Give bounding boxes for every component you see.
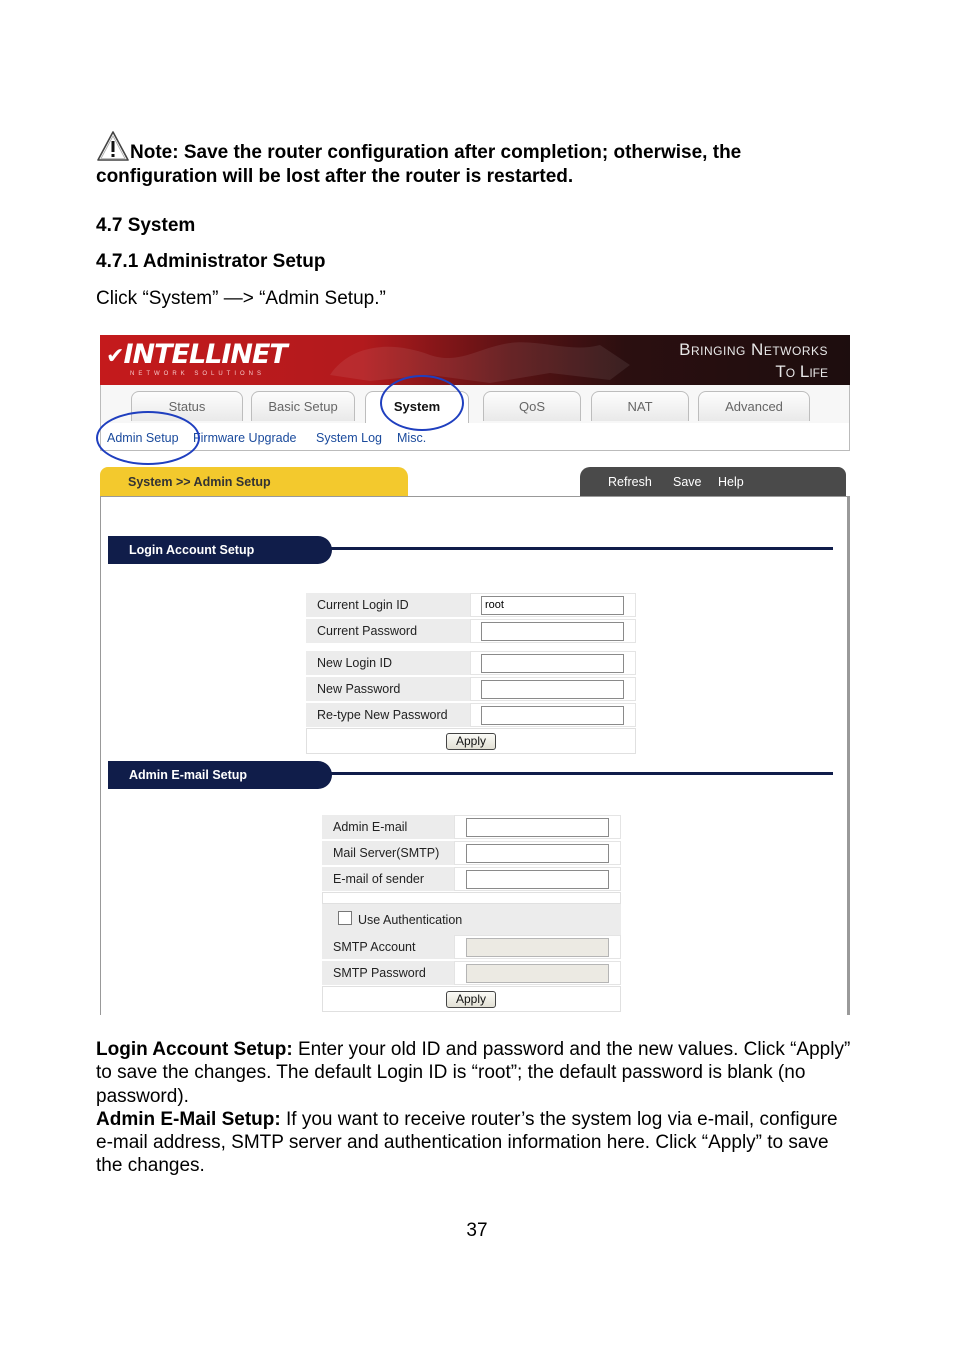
sub-navigation [100,423,850,451]
retype-password-input[interactable] [481,706,624,725]
router-banner [100,335,850,385]
tab-qos[interactable]: QoS [483,391,581,421]
tagline-line-2: To Life [775,362,828,381]
email-term: Admin E-Mail Setup: [96,1108,281,1130]
email-section-header [108,761,332,789]
subsection-heading: 4.7.1 Administrator Setup [96,251,326,272]
field-label: Current Login ID [306,593,470,617]
login-apply-button[interactable]: Apply [446,733,496,750]
page-number: 37 [466,1220,488,1241]
section-heading: 4.7 System [96,215,196,236]
logo: ✔INTELLINET [106,339,287,370]
subnav-admin-setup[interactable]: Admin Setup [107,431,179,445]
subnav-firmware-upgrade[interactable]: Firmware Upgrade [193,431,297,445]
logo-subtitle: NETWORK SOLUTIONS [130,371,266,377]
refresh-button[interactable]: Refresh [608,475,652,489]
spacer-row [322,892,621,904]
email-section-title: Admin E-mail Setup [129,768,248,782]
field-label: E-mail of sender [322,867,454,891]
description [96,1038,856,1178]
field-label: Re-type New Password [306,703,470,727]
field-label: Admin E-mail [322,815,454,839]
login-section-header [108,536,332,564]
new-login-id-input[interactable] [481,654,624,673]
content-divider [100,496,850,497]
field-label: New Login ID [306,651,470,675]
tab-status[interactable]: Status [131,391,243,421]
use-authentication-label: Use Authentication [358,913,463,927]
field-label: Mail Server(SMTP) [322,841,454,865]
router-screenshot [100,335,850,1015]
smtp-account-input[interactable] [466,938,609,957]
field-label: New Password [306,677,470,701]
main-tab-bar [100,385,850,423]
help-button[interactable]: Help [718,475,744,489]
tab-advanced[interactable]: Advanced [698,391,810,421]
content-left-border [100,497,101,1015]
breadcrumb: System >> Admin Setup [128,475,271,489]
warning-note-text: Note: Save the router configuration after completion; otherwise, the configuration will be lost after the router is restarted. [96,142,742,187]
new-password-input[interactable] [481,680,624,699]
login-description: Enter your old ID and password and the new values. Click “Apply” to save the changes. The default Login ID is “root”; the default password is blank (no password). [96,1039,851,1107]
subnav-misc[interactable]: Misc. [397,431,427,445]
highlight-circle-system-tab [380,375,464,431]
login-term: Login Account Setup: [96,1039,293,1060]
tagline-line-1: Bringing Networks [679,340,828,359]
subnav-system-log[interactable]: System Log [316,431,383,445]
current-login-id-input[interactable]: root [481,596,624,615]
warning-icon [96,130,130,164]
smtp-password-input[interactable] [466,964,609,983]
field-label: SMTP Password [322,961,454,985]
section-divider-line [330,547,833,550]
login-section-title: Login Account Setup [129,543,255,557]
field-label: SMTP Account [322,935,454,959]
use-authentication-row [322,904,621,936]
field-label: Current Password [306,619,470,643]
world-map-graphic [310,335,640,385]
admin-email-input[interactable] [466,818,609,837]
breadcrumb-bar [100,467,408,497]
tab-nat[interactable]: NAT [591,391,689,421]
content-right-border [847,497,850,1015]
tools-bar [580,467,846,497]
current-password-input[interactable] [481,622,624,641]
tab-basic-setup[interactable]: Basic Setup [251,391,355,421]
warning-note [96,130,856,189]
email-of-sender-input[interactable] [466,870,609,889]
highlight-circle-admin-setup [96,411,200,465]
email-apply-button[interactable]: Apply [446,991,496,1008]
section-divider-line [330,772,833,775]
tab-system[interactable]: System [365,391,469,423]
save-button[interactable]: Save [673,475,702,489]
use-authentication-checkbox[interactable] [338,911,352,925]
instruction-text: Click “System” —> “Admin Setup.” [96,288,386,309]
email-description: If you want to receive router’s the system log via e-mail, configure e-mail address, SMTP server and authentication information here. Click “Apply” to save the changes. [96,1108,838,1177]
mail-server-input[interactable] [466,844,609,863]
